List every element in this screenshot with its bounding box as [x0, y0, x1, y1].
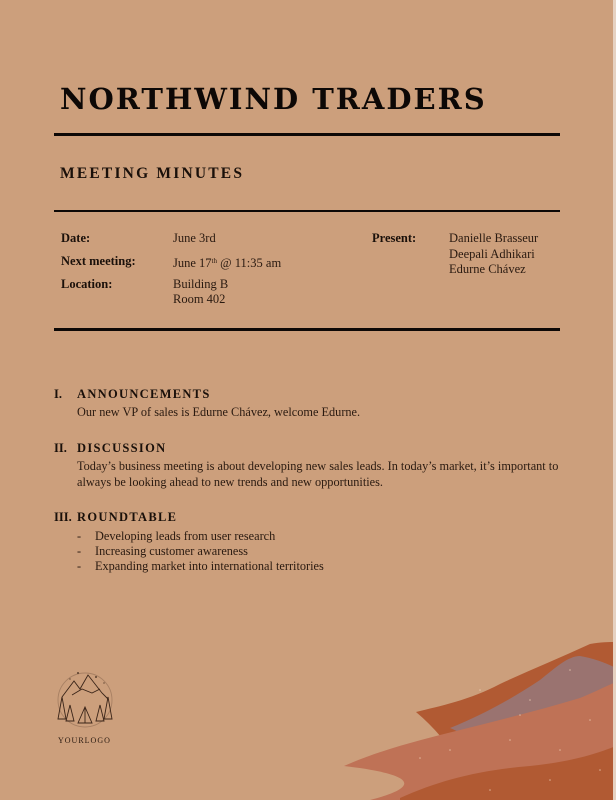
- logo-text: YOURLOGO: [58, 736, 111, 745]
- location-line-1: Building B: [173, 277, 229, 291]
- subtitle-divider: [54, 210, 560, 212]
- attendee: Danielle Brasseur: [449, 231, 539, 245]
- list-item: [77, 529, 324, 544]
- announcements-text: Our new VP of sales is Edurne Chávez, welcome Edurne.: [77, 405, 361, 419]
- bullet-dash: -: [77, 529, 82, 543]
- attendee: Edurne Chávez: [449, 262, 526, 276]
- date-value: June 3rd: [173, 231, 216, 245]
- list-item-text: Increasing customer awareness: [95, 544, 248, 558]
- list-item-text: Expanding market into international territories: [95, 559, 324, 573]
- section-heading-discussion: [54, 441, 166, 456]
- section-number: I.: [54, 387, 62, 401]
- attendee: Deepali Adhikari: [449, 246, 535, 261]
- location-label: Location:: [61, 277, 113, 291]
- list-item-text: Developing leads from user research: [95, 529, 276, 543]
- discussion-text: Today’s business meeting is about developing new sales leads. In today’s market, it’s important to always be looking ahead to new trends and new opportunities.: [77, 459, 559, 489]
- section-heading-roundtable: [54, 510, 177, 525]
- next-meeting-label: Next meeting:: [61, 254, 136, 268]
- next-meeting-day: June 17: [173, 256, 212, 270]
- next-meeting-suffix: th: [211, 257, 217, 265]
- list-item: [77, 544, 324, 559]
- section-heading-announcements: [54, 387, 211, 402]
- roundtable-list: [77, 529, 324, 574]
- section-title: ROUNDTABLE: [77, 510, 178, 524]
- mountain-landscape-illustration: [330, 630, 616, 800]
- date-label: Date:: [61, 231, 91, 245]
- title-divider: [54, 133, 560, 136]
- list-item: [77, 559, 324, 574]
- company-title: NORTHWIND TRADERS: [60, 82, 487, 116]
- mountain-camp-logo-icon: [52, 667, 118, 729]
- bullet-dash: -: [77, 559, 82, 573]
- bullet-dash: -: [77, 544, 82, 558]
- section-number: II.: [54, 441, 67, 455]
- present-label: Present:: [372, 231, 417, 245]
- details-divider: [54, 328, 560, 331]
- location-line-2: Room 402: [173, 292, 226, 306]
- section-title: DISCUSSION: [77, 441, 167, 455]
- section-number: III.: [54, 510, 72, 524]
- next-meeting-time: @ 11:35 am: [217, 256, 282, 270]
- next-meeting-value: [173, 254, 281, 272]
- section-title: ANNOUNCEMENTS: [77, 387, 211, 401]
- document-subtitle: MEETING MINUTES: [60, 165, 245, 182]
